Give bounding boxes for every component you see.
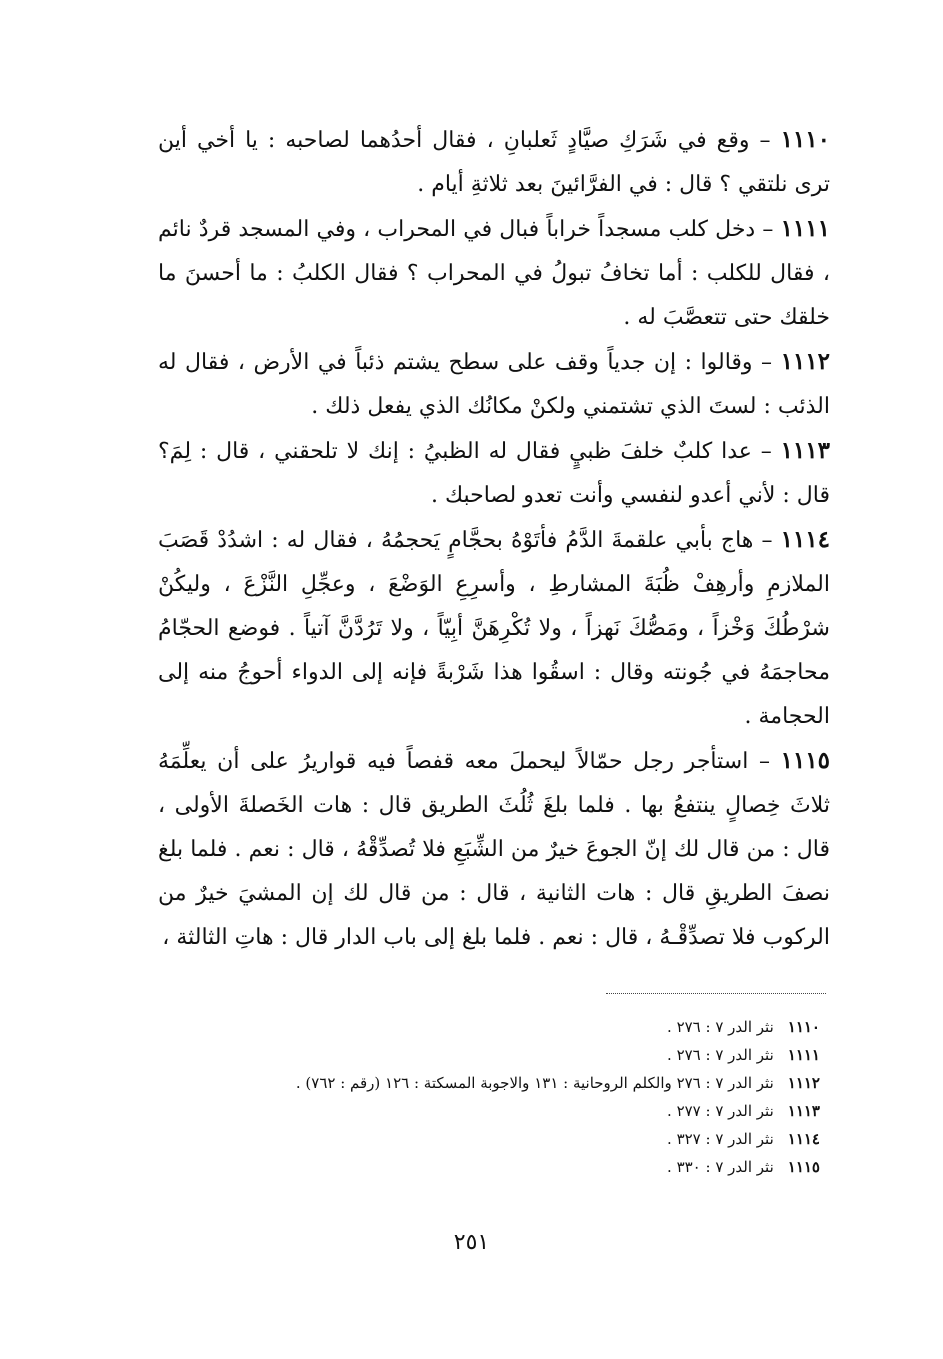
- entry-1115: [158, 739, 830, 960]
- footnote-number: ١١١٢: [787, 1074, 820, 1092]
- footnote-number: ١١١٣: [787, 1102, 820, 1120]
- footnotes: [140, 1013, 820, 1181]
- entry-number: ١١١٢: [780, 348, 830, 375]
- main-text: [158, 118, 830, 960]
- entry-1111: [158, 207, 830, 340]
- footnote-item: [140, 1069, 820, 1097]
- footnote-text: نثر الدر ٧ : ٣٢٧ .: [667, 1130, 774, 1148]
- footnote-number: ١١١١: [787, 1046, 820, 1064]
- entry-text: – عدا كلبٌ خلفَ ظبيٍ فقال له الظبيُ : إنك لا تلحقني ، قال : لِمَ؟ قال : لأني أعدو لنفسي وأنت تعدو لصاحبك .: [158, 439, 830, 508]
- footnote-number: ١١١٥: [787, 1158, 820, 1176]
- footnote-text: نثر الدر ٧ : ٢٧٦ .: [667, 1046, 774, 1064]
- entry-number: ١١١٠: [780, 126, 830, 153]
- footnote-text: نثر الدر ٧ : ٢٧٦ .: [667, 1018, 774, 1036]
- page-number: ٢٥١: [453, 1230, 490, 1255]
- entry-1113: [158, 429, 830, 518]
- footnote-text: نثر الدر ٧ : ٣٣٠ .: [667, 1158, 774, 1176]
- footnote-text: نثر الدر ٧ : ٢٧٧ .: [667, 1102, 774, 1120]
- footnote-item: [140, 1013, 820, 1041]
- footnote-number: ١١١٠: [787, 1018, 820, 1036]
- entry-number: ١١١٥: [780, 747, 830, 774]
- entry-text: – دخل كلب مسجداً خراباً فبال في المحراب ، وفي المسجد قردٌ نائم ، فقال للكلب : أما تخافُ تبولُ في المحراب ؟ فقال الكلبُ : ما أحسنَ ما خلقك حتى تتعصَّبَ له .: [158, 217, 830, 330]
- entry-text: – وقالوا : إن جدياً وقف على سطح يشتم ذئباً في الأرض ، فقال له الذئب : لستَ الذي تشتمني ولكنْ مكانُك الذي يفعل ذلك .: [158, 350, 830, 419]
- entry-text: – وقع في شَرَكِ صيَّادٍ ثَعلبانِ ، فقال أحدُهما لصاحبه : يا أخي أين ترى نلتقي ؟ قال : في الفرَّائينَ بعد ثلاثةِ أيام .: [158, 128, 830, 197]
- footnote-item: [140, 1125, 820, 1153]
- entry-text: – استأجر رجل حمّالاً ليحملَ معه قفصاً فيه قواريرُ على أن يعلِّمَهُ ثلاثَ خِصالٍ ينتفعُ بها . فلما بلغَ ثُلُثَ الطريق قال : هات الخَصلةَ الأولى ، قال : من قال لك إنّ الجوعَ خيرٌ من الشِّبَعِ فلا تُصدِّقْهُ ، قال : نعم . فلما بلغ نصفَ الطريقِ قال : هات الثانية ، قال : من قال لك إن المشيَ خيرٌ من الركوب فلا تصدِّقْـهُ ، قال : نعم . فلما بلغ إلى باب الدار قال : هاتِ الثالثة ،: [158, 749, 830, 950]
- entry-1110: [158, 118, 830, 207]
- entry-number: ١١١٣: [780, 437, 830, 464]
- footnote-item: [140, 1097, 820, 1125]
- entry-text: – هاج بأبي علقمةَ الدَّمُ فأتَوْهُ بحجَّامٍ يَحجمُهُ ، فقال له : اشدُدْ قَصَبَ الملازمِ وأرهِفْ ظُبَةَ المشارطِ ، وأسرِعِ الوَضْعَ ، وعجِّلِ النَّزْعَ ، وليكُنْ شرْطُكَ وَخْزاً ، ومَصُّكَ نَهزاً ، ولا تُكْرِهَنَّ أبِيّاً ، ولا تَرُدَّنَّ آتياً . فوضع الحجّامُ محاجمَهُ في جُونته وقال : اسقُوا هذا شَرْبةً فإنه إلى الدواء أحوجُ منه إلى الحجامة .: [158, 528, 830, 729]
- footnote-item: [140, 1153, 820, 1181]
- footnote-text: نثر الدر ٧ : ٢٧٦ والكلم الروحانية : ١٣١ والاجوبة المسكتة : ١٢٦ (رقم : ٧٦٢) .: [295, 1074, 774, 1092]
- entry-1112: [158, 340, 830, 429]
- entry-1114: [158, 518, 830, 739]
- footnote-divider: [606, 993, 826, 994]
- entry-number: ١١١١: [780, 215, 830, 242]
- footnote-item: [140, 1041, 820, 1069]
- footnote-number: ١١١٤: [787, 1130, 820, 1148]
- entry-number: ١١١٤: [780, 526, 830, 553]
